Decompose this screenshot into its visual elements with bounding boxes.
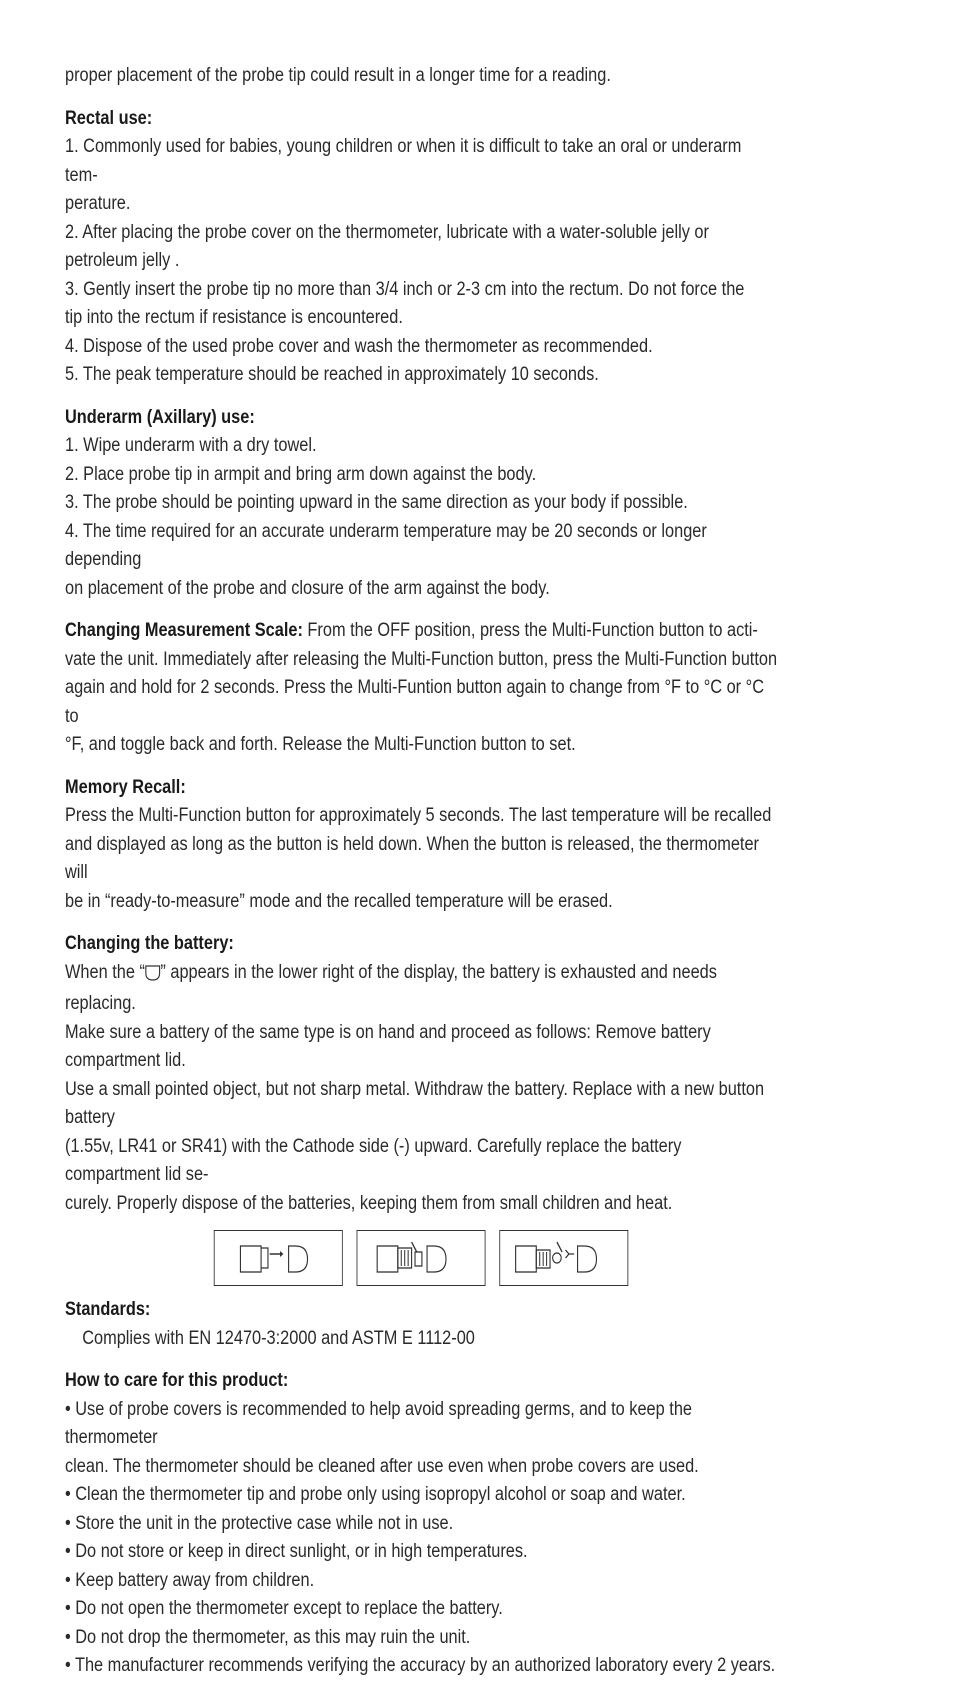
intro-text: proper placement of the probe tip could result in a longer time for a reading. bbox=[65, 65, 611, 86]
scale-first-line bbox=[65, 617, 777, 646]
standards-text: Complies with EN 12470-3:2000 and ASTM E 1112-00 bbox=[82, 1327, 475, 1349]
battery-lid-diagram bbox=[499, 1230, 628, 1286]
rectal-line: tip into the rectum if resistance is encountered. bbox=[65, 307, 403, 328]
scale-line: °F, and toggle back and forth. Release the Multi-Function button to set. bbox=[65, 734, 576, 755]
memory-line: and displayed as long as the button is held down. When the button is released, the thermometer will bbox=[65, 833, 759, 883]
care-line: clean. The thermometer should be cleaned after use even when probe covers are used. bbox=[65, 1455, 699, 1477]
scale-line: again and hold for 2 seconds. Press the Multi-Funtion button again to change from °F to °C or °C to bbox=[65, 677, 765, 727]
memory-line: be in “ready-to-measure” mode and the recalled temperature will be erased. bbox=[65, 890, 613, 912]
care-line: • Store the unit in the protective case while not in use. bbox=[65, 1512, 454, 1534]
care-line: • The manufacturer recommends verifying the accuracy by an authorized laboratory every 2 years. bbox=[65, 1655, 776, 1676]
battery-line: curely. Properly dispose of the batteries, keeping them from small children and heat. bbox=[65, 1192, 673, 1214]
care-line: • Clean the thermometer tip and probe only using isopropyl alcohol or soap and water. bbox=[65, 1484, 686, 1505]
battery-line: Make sure a battery of the same type is on hand and proceed as follows: Remove battery compartment lid. bbox=[65, 1021, 711, 1071]
underarm-heading: Underarm (Axillary) use: bbox=[65, 406, 255, 428]
rectal-heading: Rectal use: bbox=[65, 107, 153, 129]
underarm-line: 3. The probe should be pointing upward in the same direction as your body if possible. bbox=[65, 492, 688, 513]
memory-heading: Memory Recall: bbox=[65, 776, 186, 798]
battery-heading: Changing the battery: bbox=[65, 933, 234, 954]
scale-heading: Changing Measurement Scale: bbox=[65, 620, 303, 641]
care-section bbox=[65, 1367, 777, 1681]
rectal-line: 4. Dispose of the used probe cover and wash the thermometer as recommended. bbox=[65, 335, 653, 357]
rectal-line: 1. Commonly used for babies, young children or when it is difficult to take an oral or underarm tem- bbox=[65, 136, 742, 186]
scale-line: vate the unit. Immediately after releasing the Multi-Function button, press the Multi-Function button bbox=[65, 648, 778, 670]
care-line: • Do not store or keep in direct sunlight, or in high temperatures. bbox=[65, 1541, 528, 1562]
battery-first-line-after: ” appears in the lower right of the display, the battery is exhausted and needs replacing. bbox=[65, 961, 717, 1014]
scale-section bbox=[65, 617, 777, 760]
underarm-line: 1. Wipe underarm with a dry towel. bbox=[65, 435, 317, 456]
battery-line: (1.55v, LR41 or SR41) with the Cathode side (-) upward. Carefully replace the battery compartment lid se- bbox=[65, 1135, 682, 1185]
rectal-section bbox=[65, 105, 777, 390]
battery-line: Use a small pointed object, but not sharp metal. Withdraw the battery. Replace with a new button battery bbox=[65, 1078, 765, 1128]
underarm-line: 4. The time required for an accurate underarm temperature may be 20 seconds or longer depending bbox=[65, 520, 707, 570]
rectal-line: 3. Gently insert the probe tip no more than 3/4 inch or 2-3 cm into the rectum. Do not force the bbox=[65, 278, 745, 300]
care-line: • Do not drop the thermometer, as this may ruin the unit. bbox=[65, 1626, 471, 1648]
manual-page bbox=[65, 62, 777, 1681]
underarm-section bbox=[65, 404, 777, 604]
memory-section bbox=[65, 774, 777, 917]
standards-section bbox=[65, 1296, 777, 1353]
care-line: • Keep battery away from children. bbox=[65, 1569, 315, 1591]
underarm-line: on placement of the probe and closure of the arm against the body. bbox=[65, 577, 550, 599]
standards-heading: Standards: bbox=[65, 1299, 151, 1320]
rectal-line: 5. The peak temperature should be reached in approximately 10 seconds. bbox=[65, 364, 599, 385]
care-heading: How to care for this product: bbox=[65, 1370, 289, 1391]
underarm-line: 2. Place probe tip in armpit and bring arm down against the body. bbox=[65, 463, 537, 485]
scale-first-line-text: From the OFF position, press the Multi-Function button to acti- bbox=[302, 620, 758, 641]
rectal-line: perature. bbox=[65, 193, 131, 214]
rectal-line: 2. After placing the probe cover on the thermometer, lubricate with a water-soluble jelly or petroleum jelly . bbox=[65, 221, 709, 271]
battery-diagrams bbox=[214, 1230, 777, 1286]
battery-removal-diagram bbox=[214, 1230, 343, 1286]
memory-line: Press the Multi-Function button for approximately 5 seconds. The last temperature will be recalled bbox=[65, 805, 772, 826]
battery-section bbox=[65, 930, 777, 1218]
battery-first-line bbox=[65, 959, 777, 1019]
battery-insert-diagram bbox=[357, 1230, 486, 1286]
battery-low-icon bbox=[145, 962, 160, 991]
care-line: • Use of probe covers is recommended to help avoid spreading germs, and to keep the thermometer bbox=[65, 1398, 692, 1448]
care-line: • Do not open the thermometer except to replace the battery. bbox=[65, 1598, 503, 1619]
battery-first-line-before: When the “ bbox=[65, 961, 145, 983]
